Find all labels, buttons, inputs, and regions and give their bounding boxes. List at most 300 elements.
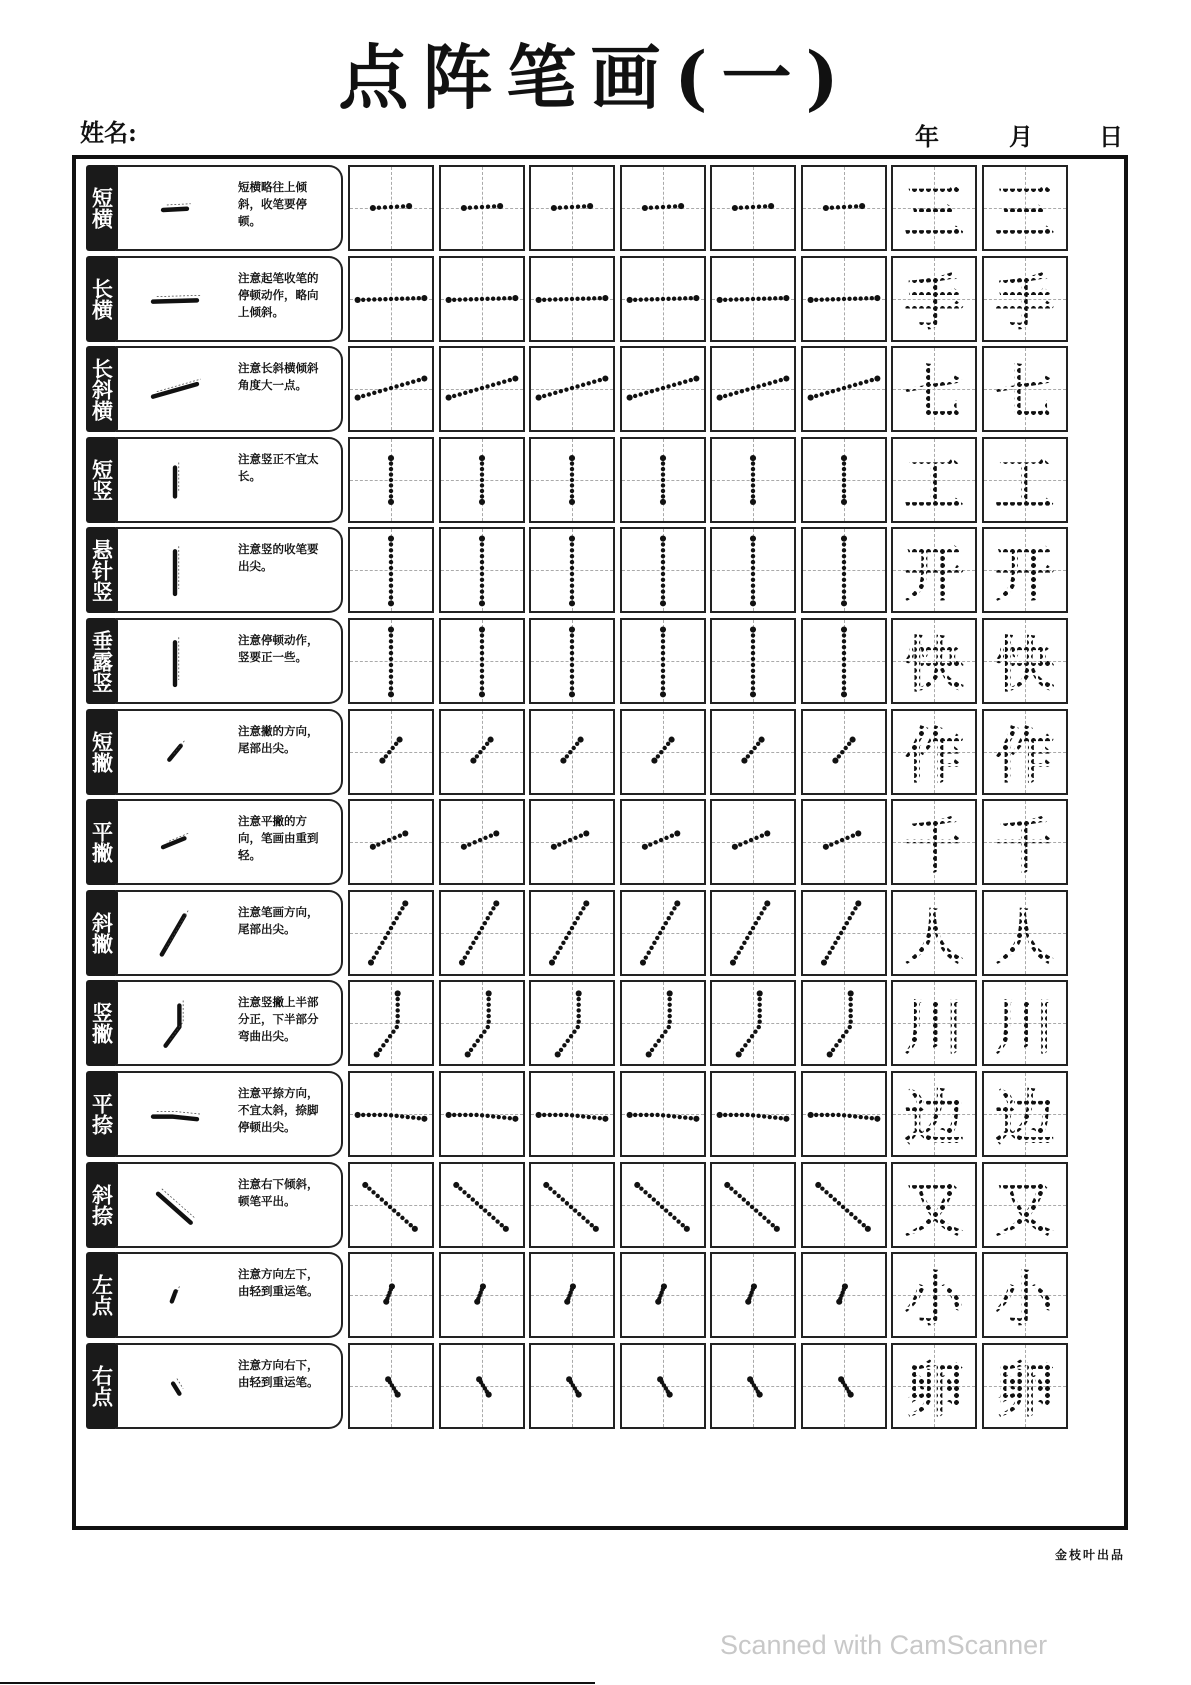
practice-sheet xyxy=(72,155,1128,1530)
dotted-stroke-cell[interactable] xyxy=(348,256,434,342)
dotted-stroke-cell[interactable] xyxy=(710,1343,796,1429)
dotted-character-cell[interactable] xyxy=(891,437,977,523)
character-glyph: 快 xyxy=(904,618,964,704)
character-glyph: 快 xyxy=(995,618,1055,704)
dotted-stroke xyxy=(712,167,794,249)
stroke-name: 悬针竖 xyxy=(89,538,115,602)
dotted-character xyxy=(893,348,975,430)
dotted-character-cell[interactable] xyxy=(982,346,1068,432)
dotted-stroke-cell[interactable] xyxy=(348,1252,434,1338)
stroke-tip: 注意竖的收笔要出尖。 xyxy=(238,542,319,574)
dotted-character-cell[interactable] xyxy=(891,346,977,432)
stroke-row xyxy=(86,1250,1122,1340)
dotted-stroke xyxy=(622,711,704,793)
stroke-name-tab xyxy=(86,1343,118,1429)
dotted-character-cell[interactable] xyxy=(891,799,977,885)
dotted-stroke-cell[interactable] xyxy=(348,709,434,795)
dotted-stroke xyxy=(441,167,523,249)
dotted-stroke xyxy=(803,711,885,793)
dotted-stroke-cell[interactable] xyxy=(348,980,434,1066)
stroke-name-tab xyxy=(86,527,118,613)
dotted-character-cell[interactable] xyxy=(982,165,1068,251)
dotted-character-cell[interactable] xyxy=(891,709,977,795)
dotted-stroke xyxy=(803,620,885,702)
dotted-stroke-cell[interactable] xyxy=(439,1252,525,1338)
dotted-stroke xyxy=(622,620,704,702)
dotted-stroke xyxy=(441,439,523,521)
dotted-stroke xyxy=(531,258,613,340)
character-glyph: 手 xyxy=(904,256,964,342)
dotted-stroke xyxy=(441,1164,523,1246)
stroke-sample xyxy=(130,1089,220,1143)
stroke-name-tab xyxy=(86,1071,118,1157)
dotted-stroke xyxy=(622,892,704,974)
dotted-stroke-cell[interactable] xyxy=(801,709,887,795)
dotted-character xyxy=(984,258,1066,340)
dotted-stroke-cell[interactable] xyxy=(620,1252,706,1338)
stroke-tip: 注意停顿动作，竖要正一些。 xyxy=(238,633,319,664)
dotted-stroke-cell[interactable] xyxy=(439,799,525,885)
publisher-credit: 金枝叶出品 xyxy=(1054,1548,1125,1562)
dotted-stroke-cell[interactable] xyxy=(710,980,796,1066)
stroke-row xyxy=(86,707,1122,797)
dotted-stroke xyxy=(803,439,885,521)
dotted-stroke-cell[interactable] xyxy=(439,437,525,523)
stroke-sample xyxy=(130,455,220,509)
dotted-stroke-cell[interactable] xyxy=(529,1252,615,1338)
dotted-stroke xyxy=(441,529,523,611)
stroke-name: 竖撇 xyxy=(89,1002,115,1045)
dotted-stroke-cell[interactable] xyxy=(620,890,706,976)
stroke-name: 长横 xyxy=(89,277,115,320)
dotted-character-cell[interactable] xyxy=(982,437,1068,523)
dotted-character-cell[interactable] xyxy=(891,1252,977,1338)
stroke-sample xyxy=(130,274,220,328)
stroke-tip: 注意起笔收笔的停顿动作，略向上倾斜。 xyxy=(238,270,319,319)
stroke-description-box xyxy=(116,709,343,795)
stroke-name-tab xyxy=(86,437,118,523)
dotted-stroke xyxy=(712,1073,794,1155)
dotted-stroke-cell[interactable] xyxy=(620,527,706,613)
dotted-stroke xyxy=(712,258,794,340)
dotted-stroke-cell[interactable] xyxy=(348,799,434,885)
dotted-stroke xyxy=(712,439,794,521)
dotted-stroke-cell[interactable] xyxy=(620,980,706,1066)
dotted-stroke xyxy=(712,348,794,430)
dotted-stroke xyxy=(441,620,523,702)
dotted-stroke-cell[interactable] xyxy=(620,799,706,885)
dotted-character xyxy=(984,711,1066,793)
dotted-stroke-cell[interactable] xyxy=(710,1162,796,1248)
dotted-stroke-cell[interactable] xyxy=(710,799,796,885)
dotted-stroke xyxy=(350,1254,432,1336)
dotted-character-cell[interactable] xyxy=(982,618,1068,704)
dotted-stroke xyxy=(712,801,794,883)
dotted-stroke-cell[interactable] xyxy=(801,527,887,613)
dotted-stroke-cell[interactable] xyxy=(348,437,434,523)
dotted-stroke-cell[interactable] xyxy=(529,890,615,976)
dotted-character xyxy=(893,167,975,249)
dotted-character-cell[interactable] xyxy=(982,1343,1068,1429)
dotted-stroke xyxy=(441,1345,523,1427)
dotted-character-cell[interactable] xyxy=(891,890,977,976)
dotted-stroke xyxy=(350,982,432,1064)
stroke-description-box xyxy=(116,1252,343,1338)
dotted-stroke-cell[interactable] xyxy=(710,256,796,342)
dotted-character-cell[interactable] xyxy=(982,527,1068,613)
character-glyph: 边 xyxy=(995,1071,1055,1157)
dotted-stroke xyxy=(712,1164,794,1246)
dotted-stroke xyxy=(531,529,613,611)
dotted-stroke-cell[interactable] xyxy=(529,527,615,613)
stroke-name: 左点 xyxy=(89,1274,115,1317)
dotted-stroke-cell[interactable] xyxy=(620,165,706,251)
dotted-stroke-cell[interactable] xyxy=(801,618,887,704)
dotted-character xyxy=(984,892,1066,974)
dotted-stroke-cell[interactable] xyxy=(348,1162,434,1248)
stroke-description-box xyxy=(116,980,343,1066)
stroke-sample xyxy=(130,364,220,418)
dotted-stroke xyxy=(803,167,885,249)
dotted-stroke-cell[interactable] xyxy=(620,346,706,432)
dotted-stroke-cell[interactable] xyxy=(529,256,615,342)
dotted-stroke xyxy=(350,801,432,883)
dotted-stroke-cell[interactable] xyxy=(620,437,706,523)
stroke-description-box xyxy=(116,437,343,523)
dotted-character xyxy=(893,1345,975,1427)
dotted-stroke-cell[interactable] xyxy=(348,1071,434,1157)
stroke-sample xyxy=(130,636,220,690)
dotted-stroke xyxy=(712,892,794,974)
character-glyph: 川 xyxy=(995,980,1055,1066)
dotted-stroke xyxy=(441,982,523,1064)
dotted-character xyxy=(984,439,1066,521)
dotted-character xyxy=(984,801,1066,883)
dotted-stroke-cell[interactable] xyxy=(439,618,525,704)
dotted-stroke-cell[interactable] xyxy=(348,346,434,432)
stroke-tip: 注意方向右下，由轻到重运笔。 xyxy=(238,1357,319,1389)
stroke-row xyxy=(86,525,1122,615)
dotted-stroke-cell[interactable] xyxy=(439,890,525,976)
character-glyph: 川 xyxy=(904,980,964,1066)
stroke-tip: 短横略往上倾斜，收笔要停顿。 xyxy=(238,180,307,228)
stroke-name-tab xyxy=(86,256,118,342)
dotted-stroke-cell[interactable] xyxy=(620,1343,706,1429)
character-glyph: 手 xyxy=(995,256,1055,342)
character-glyph: 作 xyxy=(995,709,1055,795)
dotted-stroke-cell[interactable] xyxy=(529,709,615,795)
dotted-stroke-cell[interactable] xyxy=(439,165,525,251)
dotted-stroke xyxy=(531,620,613,702)
dotted-character-cell[interactable] xyxy=(891,618,977,704)
character-glyph: 工 xyxy=(904,437,964,523)
dotted-stroke-cell[interactable] xyxy=(710,437,796,523)
stroke-tip: 注意平撇的方向，笔画由重到轻。 xyxy=(238,814,319,863)
character-glyph: 又 xyxy=(904,1162,964,1248)
stroke-name-tab xyxy=(86,618,118,704)
dotted-character-cell[interactable] xyxy=(891,1071,977,1157)
dotted-stroke-cell[interactable] xyxy=(348,618,434,704)
dotted-stroke xyxy=(622,1345,704,1427)
character-glyph: 三 xyxy=(904,165,964,251)
dotted-stroke xyxy=(803,1073,885,1155)
character-glyph: 七 xyxy=(904,346,964,432)
dotted-stroke xyxy=(350,529,432,611)
character-glyph: 边 xyxy=(904,1071,964,1157)
dotted-stroke xyxy=(622,529,704,611)
dotted-stroke-cell[interactable] xyxy=(348,527,434,613)
dotted-character xyxy=(893,892,975,974)
character-glyph: 七 xyxy=(995,346,1055,432)
dotted-stroke xyxy=(441,258,523,340)
character-glyph: 小 xyxy=(995,1252,1055,1338)
dotted-stroke-cell[interactable] xyxy=(710,709,796,795)
dotted-stroke-cell[interactable] xyxy=(529,346,615,432)
dotted-character xyxy=(984,620,1066,702)
dotted-stroke xyxy=(803,1164,885,1246)
stroke-name: 斜捺 xyxy=(89,1183,115,1226)
stroke-name: 斜撇 xyxy=(89,911,115,954)
stroke-name: 平撇 xyxy=(89,821,115,864)
dotted-stroke-cell[interactable] xyxy=(710,165,796,251)
dotted-stroke xyxy=(531,982,613,1064)
stroke-name-tab xyxy=(86,980,118,1066)
dotted-stroke xyxy=(803,892,885,974)
dotted-stroke-cell[interactable] xyxy=(439,709,525,795)
dotted-stroke-cell[interactable] xyxy=(529,165,615,251)
character-glyph: 又 xyxy=(995,1162,1055,1248)
stroke-name: 短竖 xyxy=(89,458,115,501)
dotted-character xyxy=(893,1254,975,1336)
dotted-stroke-cell[interactable] xyxy=(348,890,434,976)
dotted-character xyxy=(984,529,1066,611)
dotted-stroke xyxy=(712,1254,794,1336)
dotted-stroke xyxy=(350,348,432,430)
dotted-stroke xyxy=(441,348,523,430)
dotted-character-cell[interactable] xyxy=(982,709,1068,795)
page-title: 点阵笔画(一) xyxy=(338,36,853,119)
stroke-name: 长斜横 xyxy=(89,357,115,421)
character-glyph: 开 xyxy=(904,527,964,613)
dotted-stroke xyxy=(350,1164,432,1246)
dotted-stroke xyxy=(441,1073,523,1155)
dotted-stroke xyxy=(531,348,613,430)
dotted-stroke xyxy=(350,620,432,702)
dotted-stroke xyxy=(531,1345,613,1427)
dotted-character xyxy=(984,1164,1066,1246)
dotted-character-cell[interactable] xyxy=(891,165,977,251)
stroke-name-tab xyxy=(86,1162,118,1248)
character-glyph: 开 xyxy=(995,527,1055,613)
dotted-stroke xyxy=(350,167,432,249)
dotted-character-cell[interactable] xyxy=(891,527,977,613)
stroke-name-tab xyxy=(86,165,118,251)
stroke-row xyxy=(86,254,1122,344)
dotted-character-cell[interactable] xyxy=(982,980,1068,1066)
dotted-character-cell[interactable] xyxy=(982,1071,1068,1157)
stroke-description-box xyxy=(116,1071,343,1157)
dotted-character-cell[interactable] xyxy=(891,1162,977,1248)
stroke-sample xyxy=(130,545,220,599)
stroke-tip: 注意笔画方向，尾部出尖。 xyxy=(238,904,319,936)
stroke-name: 短横 xyxy=(89,187,115,229)
dotted-character xyxy=(893,529,975,611)
character-glyph: 作 xyxy=(904,709,964,795)
stroke-name-tab xyxy=(86,799,118,885)
dotted-stroke-cell[interactable] xyxy=(801,165,887,251)
dotted-stroke-cell[interactable] xyxy=(529,1162,615,1248)
dotted-stroke-cell[interactable] xyxy=(710,1252,796,1338)
dotted-character-cell[interactable] xyxy=(891,256,977,342)
dotted-stroke-cell[interactable] xyxy=(620,1071,706,1157)
dotted-stroke-cell[interactable] xyxy=(801,980,887,1066)
dotted-stroke-cell[interactable] xyxy=(801,799,887,885)
stroke-sample xyxy=(130,817,220,871)
stroke-tip: 注意右下倾斜，顿笔平出。 xyxy=(238,1176,319,1208)
dotted-stroke xyxy=(350,1073,432,1155)
character-glyph: 三 xyxy=(995,165,1055,251)
dotted-stroke-cell[interactable] xyxy=(620,618,706,704)
character-glyph: 千 xyxy=(904,799,964,885)
dotted-character-cell[interactable] xyxy=(891,980,977,1066)
dotted-character xyxy=(893,711,975,793)
dotted-character xyxy=(984,167,1066,249)
stroke-name: 垂露竖 xyxy=(89,629,115,693)
stroke-row xyxy=(86,1160,1122,1250)
dotted-stroke xyxy=(712,982,794,1064)
stroke-description-box xyxy=(116,1162,343,1248)
stroke-tip: 注意撇的方向，尾部出尖。 xyxy=(238,723,319,755)
stroke-description-box xyxy=(116,1343,343,1429)
dotted-character xyxy=(984,1073,1066,1155)
dotted-stroke-cell[interactable] xyxy=(439,980,525,1066)
dotted-stroke-cell[interactable] xyxy=(710,618,796,704)
dotted-stroke-cell[interactable] xyxy=(801,346,887,432)
dotted-stroke xyxy=(803,348,885,430)
stroke-name: 短撇 xyxy=(89,730,115,773)
dotted-stroke-cell[interactable] xyxy=(439,256,525,342)
dotted-stroke xyxy=(531,167,613,249)
stroke-description-box xyxy=(116,618,343,704)
dotted-character xyxy=(893,982,975,1064)
dotted-stroke-cell[interactable] xyxy=(710,1071,796,1157)
dotted-stroke-cell[interactable] xyxy=(620,1162,706,1248)
dotted-stroke xyxy=(803,258,885,340)
stroke-description-box xyxy=(116,256,343,342)
stroke-row xyxy=(86,797,1122,887)
dotted-character-cell[interactable] xyxy=(891,1343,977,1429)
stroke-row xyxy=(86,435,1122,525)
dotted-stroke xyxy=(441,1254,523,1336)
dotted-stroke xyxy=(712,711,794,793)
dotted-character xyxy=(893,439,975,521)
stroke-sample xyxy=(130,183,220,237)
day-label: 日 xyxy=(1099,122,1123,151)
dotted-stroke xyxy=(622,167,704,249)
character-glyph: 卵 xyxy=(995,1343,1055,1429)
dotted-stroke xyxy=(622,1254,704,1336)
dotted-character-cell[interactable] xyxy=(982,256,1068,342)
dotted-stroke xyxy=(622,348,704,430)
dotted-stroke-cell[interactable] xyxy=(529,1071,615,1157)
scanner-watermark: Scanned with CamScanner xyxy=(720,1630,1048,1660)
dotted-character-cell[interactable] xyxy=(982,1162,1068,1248)
stroke-name: 右点 xyxy=(89,1364,115,1407)
dotted-stroke-cell[interactable] xyxy=(710,346,796,432)
dotted-stroke-cell[interactable] xyxy=(801,437,887,523)
dotted-stroke xyxy=(712,529,794,611)
dotted-stroke-cell[interactable] xyxy=(439,1071,525,1157)
stroke-row xyxy=(86,616,1122,706)
dotted-stroke-cell[interactable] xyxy=(348,1343,434,1429)
dotted-stroke-cell[interactable] xyxy=(710,527,796,613)
stroke-tip: 注意方向左下，由轻到重运笔。 xyxy=(238,1267,319,1299)
stroke-name-tab xyxy=(86,346,118,432)
dotted-stroke xyxy=(350,258,432,340)
dotted-stroke-cell[interactable] xyxy=(801,1252,887,1338)
stroke-description-box xyxy=(116,527,343,613)
dotted-stroke xyxy=(350,892,432,974)
dotted-stroke xyxy=(531,1073,613,1155)
dotted-character-cell[interactable] xyxy=(982,799,1068,885)
stroke-tip: 注意竖正不宜太长。 xyxy=(238,451,319,483)
dotted-character-cell[interactable] xyxy=(982,1252,1068,1338)
dotted-character xyxy=(984,982,1066,1064)
stroke-tip: 注意长斜横倾斜角度大一点。 xyxy=(238,361,319,393)
dotted-stroke-cell[interactable] xyxy=(801,1343,887,1429)
dotted-stroke-cell[interactable] xyxy=(529,799,615,885)
dotted-stroke xyxy=(803,1254,885,1336)
dotted-stroke-cell[interactable] xyxy=(620,709,706,795)
stroke-sample xyxy=(130,1270,220,1324)
dotted-stroke-cell[interactable] xyxy=(529,437,615,523)
dotted-stroke xyxy=(712,1345,794,1427)
dotted-stroke-cell[interactable] xyxy=(529,980,615,1066)
dotted-stroke-cell[interactable] xyxy=(439,1343,525,1429)
dotted-stroke-cell[interactable] xyxy=(801,1162,887,1248)
dotted-stroke-cell[interactable] xyxy=(529,618,615,704)
dotted-stroke-cell[interactable] xyxy=(620,256,706,342)
dotted-stroke-cell[interactable] xyxy=(439,1162,525,1248)
stroke-tip: 注意竖撇上半部分正，下半部分弯曲出尖。 xyxy=(238,995,319,1044)
dotted-stroke xyxy=(531,439,613,521)
stroke-sample xyxy=(130,998,220,1052)
dotted-stroke xyxy=(622,439,704,521)
dotted-character-cell[interactable] xyxy=(982,890,1068,976)
stroke-description-box xyxy=(116,799,343,885)
dotted-stroke-cell[interactable] xyxy=(439,527,525,613)
dotted-stroke-cell[interactable] xyxy=(439,346,525,432)
character-glyph: 卵 xyxy=(904,1343,964,1429)
dotted-stroke-cell[interactable] xyxy=(801,890,887,976)
dotted-stroke xyxy=(531,892,613,974)
dotted-stroke-cell[interactable] xyxy=(529,1343,615,1429)
character-glyph: 人 xyxy=(904,890,964,976)
dotted-stroke-cell[interactable] xyxy=(801,1071,887,1157)
dotted-stroke xyxy=(803,982,885,1064)
dotted-stroke-cell[interactable] xyxy=(801,256,887,342)
stroke-description-box xyxy=(116,890,343,976)
dotted-stroke xyxy=(350,1345,432,1427)
dotted-stroke xyxy=(803,801,885,883)
dotted-stroke-cell[interactable] xyxy=(348,165,434,251)
dotted-stroke-cell[interactable] xyxy=(710,890,796,976)
name-label: 姓名: xyxy=(80,118,137,147)
dotted-stroke xyxy=(531,1254,613,1336)
dotted-stroke xyxy=(441,801,523,883)
dotted-stroke xyxy=(350,711,432,793)
dotted-character xyxy=(984,1345,1066,1427)
